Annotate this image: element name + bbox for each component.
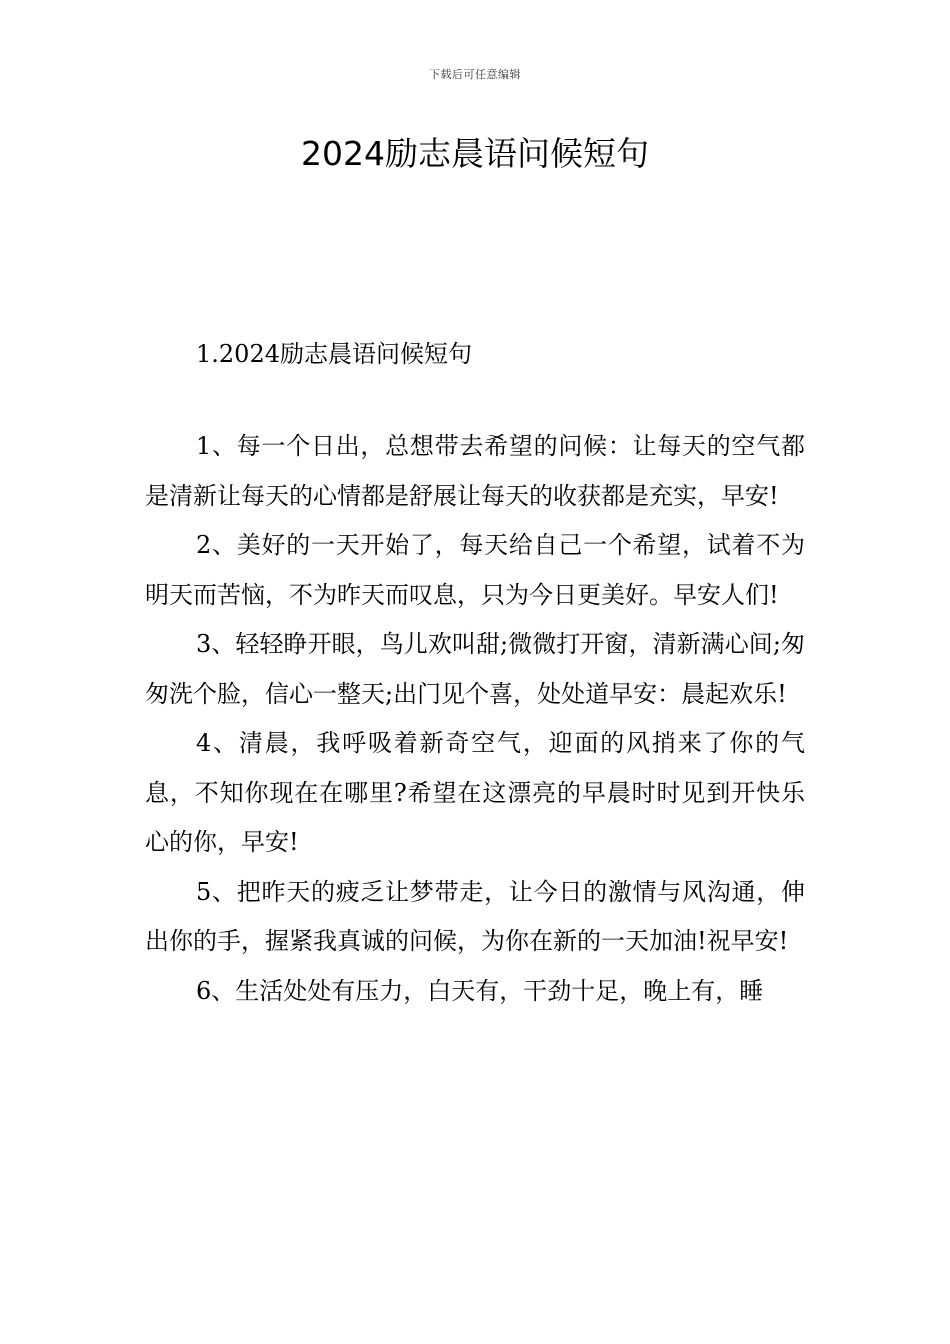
paragraph-1: 1、每一个日出，总想带去希望的问候：让每天的空气都是清新让每天的心情都是舒展让每天的收获都是充实，早安! <box>145 432 805 510</box>
document-title: 2024励志晨语问候短句 <box>301 134 649 173</box>
paragraph-2: 2、美好的一天开始了，每天给自己一个希望，试着不为明天而苦恼，不为昨天而叹息，只为今日更美好。早安人们! <box>145 531 805 609</box>
header-note: 下载后可任意编辑 <box>429 68 521 81</box>
paragraph-3: 3、轻轻睁开眼，鸟儿欢叫甜;微微打开窗，清新满心间;匆匆洗个脸，信心一整天;出门见个喜，处处道早安：晨起欢乐! <box>145 630 805 708</box>
section-heading: 1.2024励志晨语问候短句 <box>196 340 472 368</box>
paragraph-6: 6、生活处处有压力，白天有，干劲十足，晚上有，睡 <box>196 976 764 1005</box>
body-text <box>145 422 805 1016</box>
paragraph-5: 5、把昨天的疲乏让梦带走，让今日的激情与风沟通，伸出你的手，握紧我真诚的问候，为你在新的一天加油!祝早安! <box>145 877 805 955</box>
paragraph-4: 4、清晨，我呼吸着新奇空气，迎面的风捎来了你的气息，不知你现在在哪里?希望在这漂亮的早晨时时见到开快乐心的你，早安! <box>145 729 805 856</box>
